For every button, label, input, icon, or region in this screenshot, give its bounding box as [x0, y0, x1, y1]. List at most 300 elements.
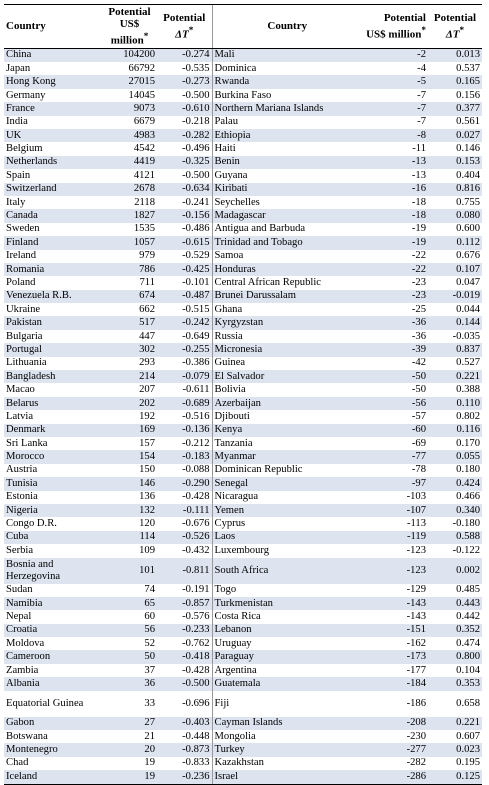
- usd-value-right: -36: [362, 316, 428, 329]
- table-row: [4, 303, 482, 316]
- usd-header-right: [362, 5, 428, 49]
- usd-value-right: -11: [412, 143, 426, 155]
- delta-value-left: -0.428: [182, 491, 210, 503]
- country-left: Denmark: [4, 424, 102, 437]
- country-right: Turkey: [212, 743, 362, 756]
- country-left: Cameroon: [4, 650, 102, 663]
- country-right: Israel: [212, 770, 362, 784]
- delta-value-left: -0.515: [182, 303, 210, 315]
- usd-value-left: 14045: [128, 89, 155, 101]
- usd-value-left: 65: [102, 597, 157, 610]
- delta-value-right: 0.110: [428, 397, 482, 410]
- country-right: Ethiopia: [212, 129, 362, 142]
- usd-value-right: -19: [411, 223, 426, 235]
- delta-value-left: -0.676: [182, 518, 210, 530]
- table-row: [4, 437, 482, 450]
- table-row: [4, 263, 482, 276]
- country-right: Paraguay: [212, 650, 362, 663]
- usd-value-right: -173: [362, 650, 428, 663]
- delta-value-left: -0.611: [182, 384, 210, 396]
- table-row: [4, 597, 482, 610]
- country-right: Samoa: [212, 250, 362, 263]
- table-row: [4, 691, 482, 717]
- country-right: Palau: [212, 116, 362, 129]
- usd-value-left: 207: [139, 384, 155, 396]
- delta-value-right: 0.607: [456, 730, 480, 742]
- delta-value-left: -0.428: [182, 664, 210, 676]
- table-row: [4, 290, 482, 303]
- delta-value-right: 0.221: [428, 370, 482, 383]
- usd-value-left: 517: [102, 316, 157, 329]
- usd-value-left: 4419: [102, 156, 157, 169]
- delta-value-right: 0.588: [428, 531, 482, 544]
- usd-value-right: -56: [362, 397, 428, 410]
- delta-value-right: 0.755: [456, 196, 480, 208]
- usd-value-right: -107: [362, 504, 428, 517]
- usd-value-left: 9073: [102, 102, 157, 115]
- country-right: South Africa: [212, 558, 362, 584]
- country-right: Northern Mariana Islands: [212, 102, 362, 115]
- country-left: Nigeria: [4, 504, 102, 517]
- usd-value-left: 2118: [134, 196, 155, 208]
- usd-value-right: -39: [362, 343, 428, 356]
- delta-value-right: 0.125: [428, 770, 482, 784]
- potential-table-container: [4, 4, 482, 785]
- delta-value-left: -0.500: [157, 677, 212, 690]
- usd-value-left: 56: [102, 624, 157, 637]
- delta-value-left: -0.857: [157, 597, 212, 610]
- delta-value-right: 0.561: [456, 116, 480, 128]
- delta-value-right: 0.153: [428, 156, 482, 169]
- delta-value-right: 0.170: [456, 437, 480, 449]
- delta-value-right: 0.353: [428, 677, 482, 690]
- delta-value-left: -0.242: [157, 316, 212, 329]
- delta-value-right: 0.047: [456, 276, 480, 288]
- delta-value-right: 0.156: [456, 89, 480, 101]
- country-right: Cayman Islands: [212, 717, 362, 730]
- delta-value-right: -0.035: [452, 330, 480, 342]
- table-row: [4, 584, 482, 597]
- table-row: [4, 316, 482, 329]
- country-left: Finland: [4, 236, 102, 249]
- usd-value-left: 6679: [133, 116, 155, 128]
- country-right: Dominica: [212, 62, 362, 75]
- usd-value-left: 1057: [102, 236, 157, 249]
- table-row: [4, 62, 482, 75]
- country-right: Burkina Faso: [212, 89, 362, 102]
- table-row: [4, 717, 482, 730]
- delta-value-left: -0.418: [157, 650, 212, 663]
- usd-value-left: 21: [144, 730, 155, 742]
- potential-label: Potential: [433, 12, 477, 24]
- delta-value-right: 0.013: [428, 48, 482, 62]
- table-row: [4, 209, 482, 222]
- table-row: [4, 424, 482, 437]
- delta-value-right: 0.537: [456, 62, 480, 74]
- delta-value-right: 0.442: [456, 610, 480, 622]
- table-row: [4, 196, 482, 209]
- delta-value-left: -0.101: [182, 276, 210, 288]
- country-right: Lebanon: [212, 624, 362, 637]
- delta-value-right: 0.466: [456, 491, 480, 503]
- country-right: Guinea: [212, 357, 362, 370]
- usd-value-right: -282: [406, 757, 426, 769]
- usd-value-right: -36: [411, 330, 426, 342]
- table-row: [4, 142, 482, 155]
- table-row: [4, 397, 482, 410]
- usd-value-right: -77: [362, 450, 428, 463]
- delta-value-right: 0.527: [456, 357, 480, 369]
- country-right: Togo: [212, 584, 362, 597]
- table-row: [4, 517, 482, 530]
- usd-value-left: 302: [102, 343, 157, 356]
- delta-value-left: -0.762: [182, 637, 210, 649]
- usd-value-left: 52: [144, 637, 155, 649]
- usd-value-right: -129: [406, 584, 426, 596]
- country-left: Bulgaria: [6, 330, 43, 342]
- usd-value-left: 114: [102, 531, 157, 544]
- delta-value-left: -0.212: [182, 437, 210, 449]
- country-left: UK: [4, 129, 102, 142]
- country-right: Azerbaijan: [212, 397, 362, 410]
- table-row: [4, 544, 482, 557]
- delta-value-right: 0.443: [428, 597, 482, 610]
- table-row: [4, 236, 482, 249]
- usd-label: US$ million: [366, 28, 422, 41]
- usd-value-right: -286: [362, 770, 428, 784]
- delta-value-left: -0.325: [157, 156, 212, 169]
- usd-value-right: -162: [406, 637, 426, 649]
- table-row: [4, 477, 482, 490]
- country-right: Senegal: [212, 477, 362, 490]
- country-right: Djibouti: [212, 410, 362, 423]
- usd-value-right: -23: [411, 276, 426, 288]
- delta-value-left: -0.290: [157, 477, 212, 490]
- usd-value-right: -143: [362, 597, 428, 610]
- usd-value-right: -177: [406, 664, 426, 676]
- table-row: [4, 637, 482, 650]
- usd-value-right: -103: [406, 491, 426, 503]
- usd-value-left: 4983: [102, 129, 157, 142]
- usd-value-right: -60: [362, 424, 428, 437]
- usd-value-right: -123: [406, 544, 426, 556]
- delta-value-right: 0.165: [428, 75, 482, 88]
- delta-value-right: -0.180: [452, 518, 480, 530]
- usd-value-left: 146: [102, 477, 157, 490]
- country-left: Poland: [6, 276, 36, 288]
- usd-value-left: 202: [102, 397, 157, 410]
- delta-value-left: -0.425: [157, 263, 212, 276]
- country-left: Serbia: [6, 544, 34, 556]
- table-row: [4, 357, 482, 370]
- usd-value-left: 214: [102, 370, 157, 383]
- country-left: Cuba: [4, 531, 102, 544]
- table-row: [4, 116, 482, 129]
- table-row: [4, 48, 482, 62]
- country-left: China: [4, 48, 102, 62]
- country-left: Hong Kong: [4, 75, 102, 88]
- potential-label: Potential: [163, 12, 206, 24]
- country-left: Botswana: [6, 730, 48, 742]
- table-row: [4, 410, 482, 423]
- usd-value-left: 104200: [102, 48, 157, 62]
- country-left: Equatorial Guinea: [6, 697, 84, 709]
- delta-value-right: 0.340: [428, 504, 482, 517]
- usd-value-left: 20: [102, 743, 157, 756]
- delta-value-left: -0.236: [157, 770, 212, 784]
- country-header-left: Country: [4, 5, 102, 49]
- country-left: Bosnia and Herzegovina: [4, 558, 102, 584]
- country-right: Micronesia: [212, 343, 362, 356]
- usd-value-right: -57: [411, 410, 426, 422]
- country-left: Congo D.R.: [6, 518, 57, 530]
- usd-mark: *: [143, 31, 149, 41]
- table-row: [4, 129, 482, 142]
- country-left: Bangladesh: [4, 370, 102, 383]
- country-right: Ghana: [212, 303, 362, 316]
- table-row: [4, 223, 482, 236]
- delta-value-left: -0.689: [157, 397, 212, 410]
- delta-value-left: -0.526: [157, 531, 212, 544]
- table-row: [4, 450, 482, 463]
- delta-value-left: -0.274: [157, 48, 212, 62]
- usd-value-left: 132: [102, 504, 157, 517]
- country-right: Tanzania: [212, 437, 362, 450]
- table-row: [4, 183, 482, 196]
- delta-value-left: -0.191: [182, 584, 210, 596]
- country-right: Argentina: [212, 664, 362, 677]
- delta-value-left: -0.255: [157, 343, 212, 356]
- country-right: El Salvador: [212, 370, 362, 383]
- usd-value-right: -19: [362, 236, 428, 249]
- delta-value-right: 0.658: [456, 697, 480, 709]
- country-left: Zambia: [6, 664, 39, 676]
- table-row: [4, 330, 482, 343]
- country-left: Belarus: [4, 397, 102, 410]
- country-right: Kenya: [212, 424, 362, 437]
- potential-label: Potential: [383, 12, 426, 24]
- usd-value-left: 4542: [133, 143, 155, 155]
- country-left: Macao: [6, 384, 35, 396]
- delta-value-right: -0.019: [428, 290, 482, 303]
- country-right: Luxembourg: [212, 544, 362, 557]
- delta-value-right: 0.404: [456, 169, 480, 181]
- delta-value-left: -0.386: [182, 357, 210, 369]
- country-right: Central African Republic: [212, 276, 362, 289]
- country-right: Brunei Darussalam: [212, 290, 362, 303]
- table-row: [4, 250, 482, 263]
- table-row: [4, 343, 482, 356]
- country-right: Myanmar: [212, 450, 362, 463]
- usd-value-left: 4121: [133, 169, 155, 181]
- delta-value-right: 0.352: [428, 624, 482, 637]
- usd-value-left: 447: [139, 330, 155, 342]
- country-right: Dominican Republic: [212, 464, 362, 477]
- potential-table: [4, 4, 482, 785]
- delta-value-right: 0.837: [428, 343, 482, 356]
- delta-value-right: 0.800: [428, 650, 482, 663]
- delta-value-right: 0.485: [456, 584, 480, 596]
- usd-value-left: 1827: [102, 209, 157, 222]
- country-left: Ukraine: [6, 303, 41, 315]
- table-row: [4, 491, 482, 504]
- delta-value-left: -0.282: [157, 129, 212, 142]
- country-left: Netherlands: [4, 156, 102, 169]
- country-right: Yemen: [212, 504, 362, 517]
- usd-value-right: -143: [406, 610, 426, 622]
- country-left: Germany: [6, 89, 46, 101]
- delta-value-left: -0.496: [182, 143, 210, 155]
- country-right: Guyana: [212, 169, 362, 182]
- usd-value-right: -13: [362, 156, 428, 169]
- potential-label: Potential: [108, 6, 151, 18]
- country-right: Benin: [212, 156, 362, 169]
- table-row: [4, 558, 482, 584]
- delta-value-left: -0.634: [157, 183, 212, 196]
- usd-value-left: 662: [139, 303, 155, 315]
- usd-value-left: 674: [102, 290, 157, 303]
- usd-value-left: 150: [139, 464, 155, 476]
- table-row: [4, 677, 482, 690]
- usd-value-left: 19: [102, 770, 157, 784]
- delta-value-left: -0.111: [157, 504, 212, 517]
- country-right: Rwanda: [212, 75, 362, 88]
- country-left: Japan: [6, 62, 31, 74]
- usd-value-left: 27015: [102, 75, 157, 88]
- usd-value-left: 36: [102, 677, 157, 690]
- delta-value-right: 0.600: [456, 223, 480, 235]
- usd-value-right: -50: [362, 370, 428, 383]
- delta-value-left: -0.811: [157, 558, 212, 584]
- delta-value-left: -0.615: [157, 236, 212, 249]
- delta-value-right: -0.122: [452, 544, 480, 556]
- delta-value-right: 0.676: [456, 250, 480, 262]
- delta-value-left: -0.487: [157, 290, 212, 303]
- usd-value-left: 101: [102, 558, 157, 584]
- delta-value-right: 0.104: [456, 664, 480, 676]
- usd-value-right: -184: [362, 677, 428, 690]
- country-left: Sri Lanka: [6, 437, 48, 449]
- delta-value-left: -0.136: [157, 424, 212, 437]
- delta-value-right: 0.180: [456, 464, 480, 476]
- table-row: [4, 464, 482, 477]
- delta-value-right: 0.816: [428, 183, 482, 196]
- table-row: [4, 370, 482, 383]
- country-left: Sudan: [6, 584, 33, 596]
- usd-value-left: 60: [144, 610, 155, 622]
- table-row: [4, 624, 482, 637]
- table-row: [4, 757, 482, 770]
- usd-value-right: -42: [411, 357, 426, 369]
- delta-label: ΔT: [175, 28, 189, 41]
- country-left: India: [6, 116, 28, 128]
- country-left: Sweden: [6, 223, 40, 235]
- usd-value-left: 192: [139, 410, 155, 422]
- country-right: Russia: [212, 330, 362, 343]
- country-left: Romania: [4, 263, 102, 276]
- usd-value-right: -7: [417, 89, 426, 101]
- country-right: Antigua and Barbuda: [212, 223, 362, 236]
- delta-value-left: -0.610: [157, 102, 212, 115]
- country-left: Switzerland: [4, 183, 102, 196]
- usd-value-left: 66792: [128, 62, 155, 74]
- usd-value-right: -25: [411, 303, 426, 315]
- table-row: [4, 743, 482, 756]
- usd-value-right: -208: [362, 717, 428, 730]
- country-left: Canada: [4, 209, 102, 222]
- table-row: [4, 383, 482, 396]
- usd-value-right: -78: [411, 464, 426, 476]
- usd-value-left: 120: [139, 518, 155, 530]
- table-row: [4, 89, 482, 102]
- table-row: [4, 102, 482, 115]
- table-row: [4, 610, 482, 623]
- delta-value-right: 0.221: [428, 717, 482, 730]
- delta-mark: *: [188, 25, 194, 35]
- table-row: [4, 531, 482, 544]
- usd-value-left: 27: [102, 717, 157, 730]
- usd-value-right: -13: [411, 169, 426, 181]
- delta-value-right: 0.112: [428, 236, 482, 249]
- usd-value-left: 33: [144, 697, 155, 709]
- delta-value-left: -0.576: [182, 610, 210, 622]
- delta-value-left: -0.448: [182, 730, 210, 742]
- usd-value-left: 2678: [102, 183, 157, 196]
- country-right: Guatemala: [212, 677, 362, 690]
- table-row: [4, 650, 482, 663]
- country-left: Spain: [6, 169, 31, 181]
- delta-value-left: -0.649: [182, 330, 210, 342]
- delta-value-left: -0.500: [182, 169, 210, 181]
- country-left: Portugal: [4, 343, 102, 356]
- delta-value-left: -0.156: [157, 209, 212, 222]
- table-header-row: [4, 5, 482, 49]
- delta-value-left: -0.529: [182, 250, 210, 262]
- country-left: Austria: [6, 464, 38, 476]
- country-left: Morocco: [4, 450, 102, 463]
- country-left: Montenegro: [4, 743, 102, 756]
- usd-value-left: 711: [139, 276, 155, 288]
- usd-value-left: 293: [139, 357, 155, 369]
- delta-value-left: -0.088: [182, 464, 210, 476]
- usd-value-right: -230: [406, 730, 426, 742]
- delta-value-right: 0.424: [428, 477, 482, 490]
- country-left: Belgium: [6, 143, 43, 155]
- country-right: Kazakhstan: [212, 757, 362, 770]
- country-right: Fiji: [212, 691, 362, 717]
- usd-value-left: 50: [102, 650, 157, 663]
- delta-value-right: 0.107: [428, 263, 482, 276]
- country-left: Chad: [6, 757, 29, 769]
- usd-value-right: -186: [406, 697, 426, 709]
- delta-value-right: 0.802: [456, 410, 480, 422]
- usd-value-right: -97: [362, 477, 428, 490]
- delta-header-right: [428, 5, 482, 49]
- delta-value-left: -0.535: [182, 62, 210, 74]
- usd-value-right: -119: [362, 531, 428, 544]
- usd-value-right: -69: [411, 437, 426, 449]
- usd-value-left: 157: [139, 437, 155, 449]
- table-row: [4, 504, 482, 517]
- country-right: Kyrgyzstan: [212, 316, 362, 329]
- country-left: Nepal: [6, 610, 32, 622]
- delta-value-left: -0.218: [182, 116, 210, 128]
- delta-value-left: -0.516: [182, 410, 210, 422]
- country-left: Gabon: [4, 717, 102, 730]
- usd-value-right: -7: [362, 102, 428, 115]
- delta-value-right: 0.027: [428, 129, 482, 142]
- usd-value-right: -2: [362, 48, 428, 62]
